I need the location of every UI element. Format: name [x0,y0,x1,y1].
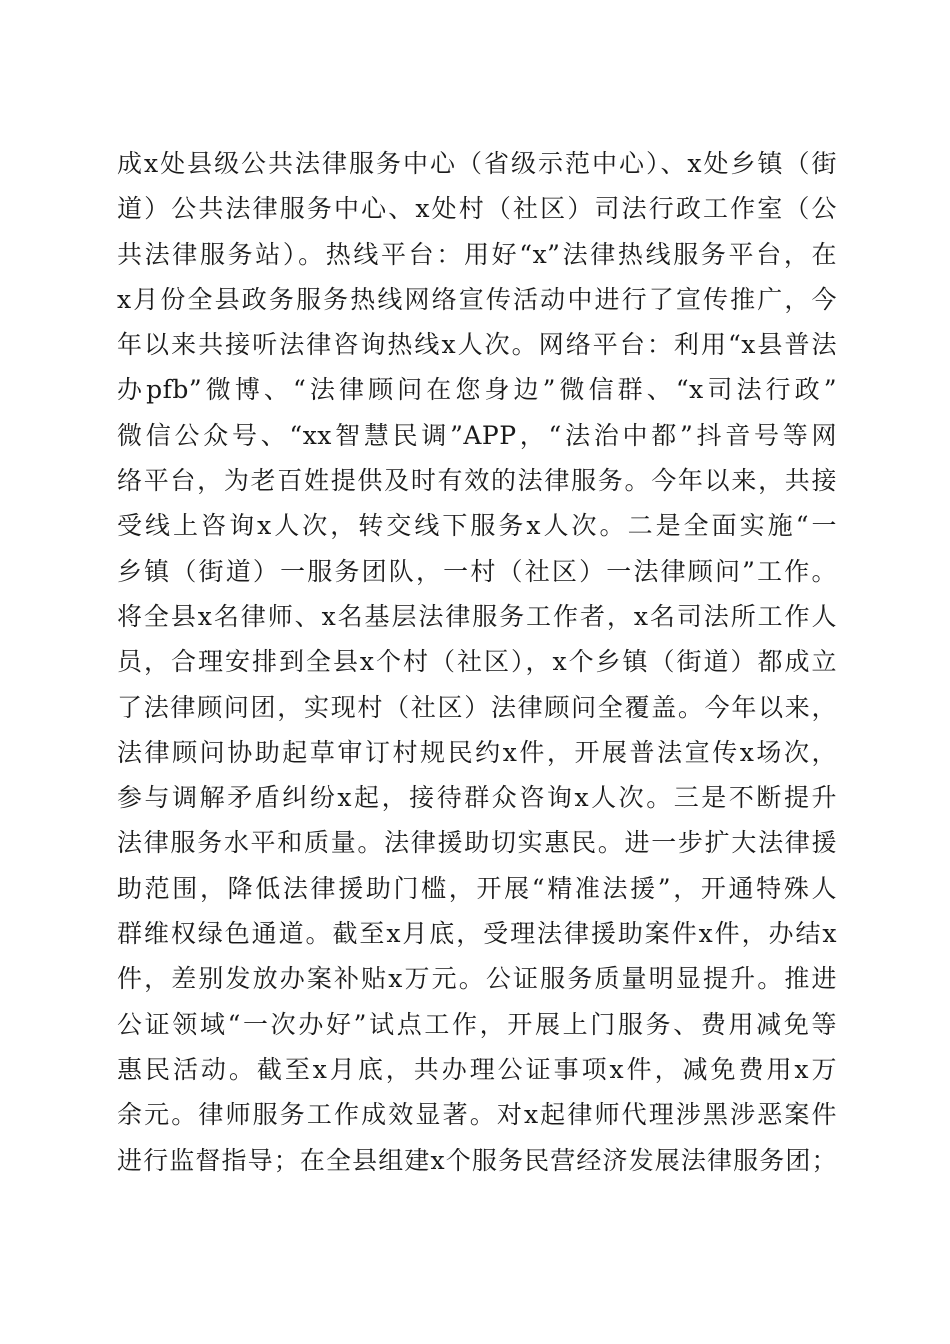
text-line: 余元。律师服务工作成效显著。对x起律师代理涉黑涉恶案件 [117,1100,837,1130]
text-line: 道）公共法律服务中心、x处村（社区）司法行政工作室（公 [117,194,837,224]
text-line: 将全县x名律师、x名基层法律服务工作者，x名司法所工作人 [117,601,837,631]
text-line: 年以来共接听法律咨询热线x人次。网络平台：利用“x县普法 [117,330,837,360]
text-line: 成x处县级公共法律服务中心（省级示范中心）、x处乡镇（街 [117,149,837,178]
text-line: 了法律顾问团，实现村（社区）法律顾问全覆盖。今年以来， [117,692,837,722]
text-line: 员，合理安排到全县x个村（社区），x个乡镇（街道）都成立 [117,647,837,677]
text-line: 络平台，为老百姓提供及时有效的法律服务。今年以来，共接 [117,466,837,496]
text-line: 群维权绿色通道。截至x月底，受理法律援助案件x件，办结x [117,919,837,949]
text-line: 微信公众号、“xx智慧民调”APP，“法治中都”抖音号等网 [117,420,837,450]
text-line: 办pfb”微博、“法律顾问在您身边”微信群、“x司法行政” [117,375,837,405]
text-line: 进行监督指导；在全县组建x个服务民营经济发展法律服务团； [117,1145,837,1175]
text-line: 惠民活动。截至x月底，共办理公证事项x件，减免费用x万 [117,1054,837,1084]
text-line: 参与调解矛盾纠纷x起，接待群众咨询x人次。三是不断提升 [117,783,837,813]
text-line: 乡镇（街道）一服务团队，一村（社区）一法律顾问”工作。 [117,556,837,586]
text-line: 共法律服务站）。热线平台：用好“x”法律热线服务平台，在 [117,239,837,269]
body-paragraph [117,141,837,1183]
text-line: 法律服务水平和质量。法律援助切实惠民。进一步扩大法律援 [117,828,837,858]
text-line: 助范围，降低法律援助门槛，开展“精准法援”，开通特殊人 [117,873,837,903]
text-line: 公证领域“一次办好”试点工作，开展上门服务、费用减免等 [117,1009,837,1039]
text-line: 法律顾问协助起草审订村规民约x件，开展普法宣传x场次， [117,737,837,767]
text-line: 受线上咨询x人次，转交线下服务x人次。二是全面实施“一 [117,511,837,541]
text-line: 件，差别发放办案补贴x万元。公证服务质量明显提升。推进 [117,964,837,994]
text-line: x月份全县政务服务热线网络宣传活动中进行了宣传推广，今 [117,284,837,314]
